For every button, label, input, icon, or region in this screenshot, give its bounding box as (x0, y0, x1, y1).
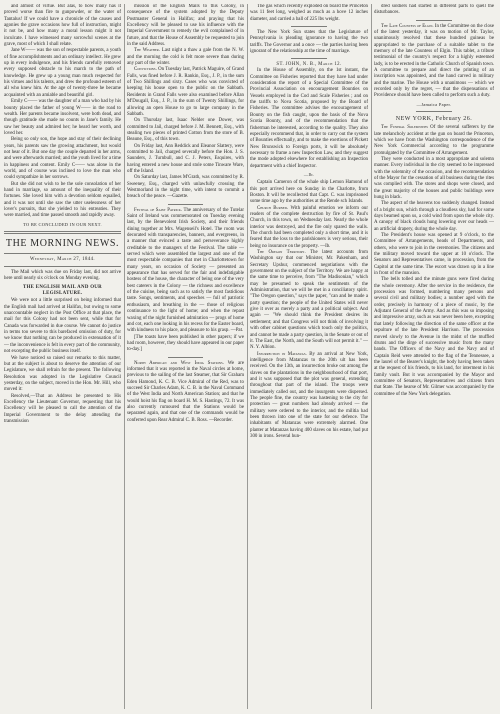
article-paragraph: They were conducted in a most appropriate and solemn manner. Every individual in the city seemed to be impressed with the solemnity of the occasion, and the recommendation of the Mayor for the cessation of all business during the rites was complied with. The stores and shops were closed, and the great majority of the houses and public buildings were hung in black. (374, 156, 494, 200)
article-heading: THE ENGLISH MAIL AND OUR LEGISLATURE. (23, 284, 102, 297)
article-paragraph: The bells tolled and the minute guns were fired during the whole ceremony. After the service in the residence, the procession was formed, numbering many persons and several civil and military bodies; a number aged with the order, precisely in harmony of a piece of music, by the Adjutant General of the Army. And as this was so imposing and impressive array, such as was never been here, excepting that lately following the direction of the same officer at the sepulture of the late President Harrison. The procession moved slowly to the Avenue in the midst of the muffled drums and the dirge of successive music from the many bands. The Officers of the Navy and the Navy and of Captain Reid were attended to the flag of the Tennessee, a the laurel of the Bearer's knight, the body having been taken at the request of his friends, to his land, for interment in his family vault. But it was accompanied by the Mayor and committee of Senators, Representatives and citizens from that State. The hearse of Mr. Gilmer was accompanied by the committee of the New York delegation. (374, 277, 494, 397)
article-paragraph: The Oregon Territory. The latest accounts from Washington say that our Minister, Mr. Pakenham, and Secretary Upshur, commenced negotiations with the government on the subject of the Territory. We are happy at the same time to perceive, from "The Madisonian," which may be presumed to speak the sentiments of the Administration, that we will be met in a conciliatory spirit. "The Oregon question," says the paper, "can and be made a party question; the people of the United States will never give it over as merely a party and a political subject. And again — "We should think the President desires its settlement; and that Congress will not think of involving it with other cabinet questions which touch only the politics, and cannot be made a party question, in the Senate or out of it. The East, the North, and the South will not permit it." —N. Y. Albion. (250, 250, 368, 351)
item-heading: Festival of Saint Patrick. (134, 207, 182, 213)
article-paragraph: [The toasts have been published in other papers; if we had room, however, they should have appeared in our paper to-day.] (127, 334, 244, 353)
mail-notice: The Mail which was due on Friday last, did not arrive here until nearly six o'clock on Monday evening. (4, 270, 121, 282)
dispatch-dateline: NEW YORK, February 26. (395, 116, 473, 123)
article-paragraph: Captain Cameron of the whale ship Lemon Hamond of this port arrived here on Sunday in the Charlotte, from Boston. It will be recollected that Capt. C. was imprisoned some time ago by the authorities at the Rende sch Islands. (250, 180, 368, 205)
short-divider (168, 357, 203, 358)
column-rule (247, 4, 248, 709)
story-paragraph: Jane W—— was the son of respectable parents, a youth of fine accomplishments and an ordinary intellect. He grew up in every indulgence, and his friends carefully removed every supposed obstacle to his march to the path of knowledge. He grew up a young man much respected for his virtues and his talents, and drew the profound esteem of all who knew him. At the age of twenty-three he became acquainted with an amiable and beautiful girl. (4, 48, 121, 98)
source-credit: —Recorder. (209, 417, 233, 423)
source-credit: —Gazette. (167, 194, 189, 200)
source-credit: —Ib. (320, 243, 331, 249)
source-credit: —Ib. (303, 171, 315, 177)
short-divider (291, 26, 326, 27)
section-divider (4, 266, 121, 267)
short-divider (416, 20, 452, 21)
article-paragraph: On Saturday last, James M'Grath, was committed by R. Sweeney, Esq., charged with unlawfully crossing the Westmorland in the night time, with intent to commit a breach of the peace. —Gazette. (127, 175, 244, 200)
article-paragraph: mission of the English Mails to this Colony, in consequence of the system adopted by the Deputy Postmaster General in Halifax; and praying that his Excellency will be pleased to use his influence with the Imperial Government to remedy the evil complained of in future, and that the House of Assembly be requested to join in the said Address. (127, 4, 244, 48)
column-rule (371, 4, 372, 709)
dispatch-dateline: ST. JOHN, N. B., March 12. (276, 62, 342, 68)
article-paragraph: We have noticed so raised our remarks to this matter, but at the subject is about to deserve the attention of our Legislature, we shall refrain for the present. The following Resolution was adopted in the Legislative Council yesterday, on the subject, moved in the Hon. Mr. Hill, who moved it: (4, 355, 121, 393)
column-1 (4, 4, 121, 709)
article-paragraph: The Funeral Solemnities Of the several sufferers by the late melancholy accident at the gun on board the Princeton, which we have from the Washington correspondence of the New York Commercial according to the programme promulgated by the Committee of Arrangement. (374, 125, 494, 156)
section-divider (4, 253, 121, 254)
continued-notice: TO BE CONCLUDED IN OUR NEXT. (23, 221, 102, 227)
item-heading: The Weather. (134, 48, 161, 54)
issue-dateline: Wednesday, March 27, 1844. (29, 257, 95, 263)
story-paragraph: and almost of virtue. But alas, to how many has it proved worse than fire to gunpowder, or the water of Tantalus! If we could have a chronicle of the causes and agonies the grave occasions how full of instruction, might it not be, and how many a moral lesson might it not inculcate. I have witnessed many sorrowful scenes at the grave, most of which I shall relate. (4, 4, 121, 48)
story-paragraph: Being so only son, the hope and stay of their declining years, his parents saw the growing attachment, but would not hear of it. But one day the couple departed in her arms, and were afterwards married; and the youth lived for a time in happiness and content. Emily C—— was alone in the world, and of course was inclined to love the man who could sympathize in her sorrows. (4, 137, 121, 181)
item-heading: North American and West India Stations. (134, 360, 224, 366)
column-rule (124, 4, 125, 709)
story-paragraph: But she did not wish to be the sole consolation of her hand in marriage, so amount of the inequality of their fortunes. She loved him with a devotion seldom equalled, and it was not until she saw the utter uselessness of her lover's pursuits, that she yielded to his entreaties. They were married, and time passed smooth and rapidly away. (4, 181, 121, 219)
article-paragraph: In the House of Assembly, on the 1st instant, the Committee on Fisheries reported that they have had under consideration the report of a Special Committee of the Provincial Association on encouragement Bounties on Vessels employed in the Cod and Scale Fisheries ; and on the tariffs to Nova Scotia, proposed by the Board of Fisheries. The committee advises the encouragement of Bounty on the fish caught, upon the basis of the Nova Scotia Bounty, and of the recommendation that the fisherman be interested, according to the quality. They also especially recommend that, in order to carry out the system of Bounties effectually, and to make the exertions of Pickett New Brunswick to Foreign ports, it will be absolutely necessary to frame a new Inspection Law, and they suggest the mode adopted elsewhere for establishing an Inspection department with a chief Inspector. (250, 68, 368, 169)
article-paragraph: The Late Countess of Elgin. In the Committee on the close of the latest yesterday, it was on motion of Mr. Taylor, unanimously resolved that these hundred guineas be appropriated to the purchase of a suitable tablet to the memory of the late Countess of Elgin. This tablet, a tribute testimonial of the country's respect for a highly esteemed lady, is to be erected in the Catholic Church of Spanish town. A committee to prepare and direct the printing of an inscription was appointed, and the hand carved in military and the marine. The House with a unanimous — which we recorded only by the regret, — that the dispensations of Providence should have been called to perform such a duty. (374, 23, 494, 99)
column-3 (250, 4, 368, 709)
source-credit: —N. Y. Albion. (250, 338, 368, 351)
item-heading: The Late Countess of Elgin. (381, 23, 434, 29)
short-divider (168, 204, 203, 205)
column-2 (127, 4, 244, 709)
source-credit: —Pat. (230, 328, 244, 334)
short-divider (416, 111, 452, 112)
article-paragraph: Convictions. On Tuesday last, Patrick Maguire, of Grand Falls, was fined before J. R. Rankin, Esq., J. P., in the sum of Two Shillings and sixty. Cases who was convicted of keeping his house open to the public on the Sabbath. Residents in Grand Falls were also examined before Allan M'Dougall, Esq., J. P., in the sum of Twenty Shillings, for allowing an open House to go to large company in the Sabbath. (127, 67, 244, 117)
article-paragraph: We were not a little surprised on being informed that the English mail had arrived at Halifax, but owing to some unaccountable neglect in the Post Office at that place, the mail for this Colony had not been sent, while that for Canada was forwarded in due course. We cannot do justice in terms too severe to this barefaced omission of duty, for we know that nothing can be produced in extenuation of it — the inconvenience is felt in every part of the community, not excepting the public business itself. (4, 298, 121, 355)
column-4 (374, 4, 494, 709)
item-heading: The Oregon Territory. (257, 250, 306, 256)
item-heading: Insurrection in Matanzas. (257, 351, 307, 357)
article-paragraph: The Weather. Last night a thaw a gale from the N. W. and the morning the cold is felt more severe than during any part of the winter. (127, 48, 244, 67)
article-paragraph: The aspect of the heavens too suddenly changed. Instead of a bright sun, which through a cloudless sky, had for some days beamed upon us, a cold wind from upon the whole city. A canopy of black clouds hung lowering over our heads — an artificial drapery, during the whole day. (374, 201, 494, 232)
article-paragraph: North American and West India Stations. We are informed that it was reported in the Naval circles at home, previous to the sailing of the last Steamer, that Sir Graham Eden Hamond, K. C. B. Vice Admiral of the Red, was to succeed Sir Charles Adam, K. C. B. in the Naval Command of the West India and North American Station; and that he would hoist his flag on board H. M. S. Hastings, 72. It was also currently rumoured that the Stations would be separated again, and that one of the commands would be conferred upon Rear Admiral C. B. Ross. —Recorder. (127, 360, 244, 423)
story-paragraph: Emily C—— was the daughter of a man who had by his bounty placed the father of young W—— in the road to wealth. Her parents became insolvent, were both dead, and though gratitude she made no counts in Jane's family. He saw her beauty and admired her; he heard her worth, and loved her. (4, 99, 121, 136)
item-heading: Church Burned. (257, 205, 289, 211)
article-paragraph: Resolved,—That an Address be presented to His Excellency the Lieutenant Governor, requesting that his Excellency will be pleased to call the attention of the Imperial Government to the delay attending the transmission (4, 393, 121, 424)
article-paragraph: Church Burned. With painful emotion we inform our readers of the complete destruction by fire of St. Paul's Church, in this town, on Wednesday last. Nearly the whole interior was destroyed, and the fire only spared the walls. The church had been completed only a short time, and it is feared that the loss to the parishioners is very serious, their being no insurance on the property. —Ib. (250, 205, 368, 249)
article-paragraph: On Friday last, Ann Reddick and Eleanor Slattery, were committed to Jail, charged severally before the Hon. J. S. Saunders, J. Turnbull, and C. J. Peters, Esquires, with having entered a new house and stole some Tinware Ware, off the Island. (127, 143, 244, 174)
article-paragraph: dred soldiers had started in different parts to quell the disturbances. (374, 4, 494, 16)
item-heading: The Funeral Solemnities (381, 125, 428, 131)
item-heading: Convictions. (134, 67, 157, 73)
source-credit: —Jamaica Paper. (416, 101, 452, 107)
article-paragraph: Festival of Saint Patrick. The anniversary of the Tutelar Saint of Ireland was commemorated on Tuesday evening last, by the Benevolent Irish Society, and their friends dining together at Mrs. Wagenseil's Hotel. The room was decorated with transparencies, banners, and evergreens, in a manner that evinced a taste and perseverance highly creditable to the managers of the Festival. The table — served which were assembled the largest and one of the most respectable companies that met in Charlottetown for many years, on occasion of Society — presented an appearance that has served for the fair and indefatigable hostess of the house, the character of being one of the very best caterers in the Colony — the richness and excellence of the cuisine, being such as to satisfy the most fastidious taste. Songs, sentiments, and speeches — full of patriotic enthusiasm, and breathing in the — those of religious continuance to the light of home; and when the repast waxing of the night furnished admiration — progs of home and cot, each one looking in his recess for the Easter board, with kindness to his place, and pleasure to his grasp. —Pat. (127, 207, 244, 334)
article-paragraph: The New York Sun states that the Legislature of Pennsylvania is pleading ignorance to having the two tariffs. The Governor and a once — the parties having been ignorant of the relationship at the time of marriage. (250, 30, 368, 55)
masthead-title: THE MORNING NEWS. (5, 238, 120, 250)
article-paragraph: The gas which recently exploded on board the Princeton was 11 feet long, weighed as much as a hove 12 inches diameter, and carried a ball of 225 lbs weight. (250, 4, 368, 22)
article-paragraph: Insurrection in Matanzas. By an arrival at New York, intelligence from Matanzas to the 20th ult has been received. On the 13th, an insurrection broke out among the slaves on the plantations in the neighbourhood of that port, and it was supposed that the plot was general, extending throughout that part of the island. The troops were immediately called out, and the insurgents were dispersed. The people fine, the country was hastening to the city for protection — great numbers had already arrived — the military were ordered to the interior, and the militia had been thrown into one of the state for our defence. The inhabitants of Matanzas were extremely alarmed. One planter at Matanzas having 400 slaves on his estate, had put 300 in irons. Several hun- (250, 351, 368, 439)
short-divider (291, 58, 326, 59)
article-paragraph: The President's house was opened at 9 o'clock, to the Committee of Arrangements, heads of Departments, and others, who were to join in the ceremonies. The citizens and the military moved toward the upper at 10 o'clock. The Senators and Representatives came, in procession, from the Capitol at the same time. The escort was drawn up in a line in front of the mansion. (374, 233, 494, 277)
article-paragraph: On Thursday last, Isaac Nelder one Dower, was committed to Jail, charged before J. M. Bennett, Esq., with stealing two pieces of printed Cotton from the store of B. Beaune, Esq., of this town. (127, 118, 244, 143)
section-divider (4, 231, 121, 234)
